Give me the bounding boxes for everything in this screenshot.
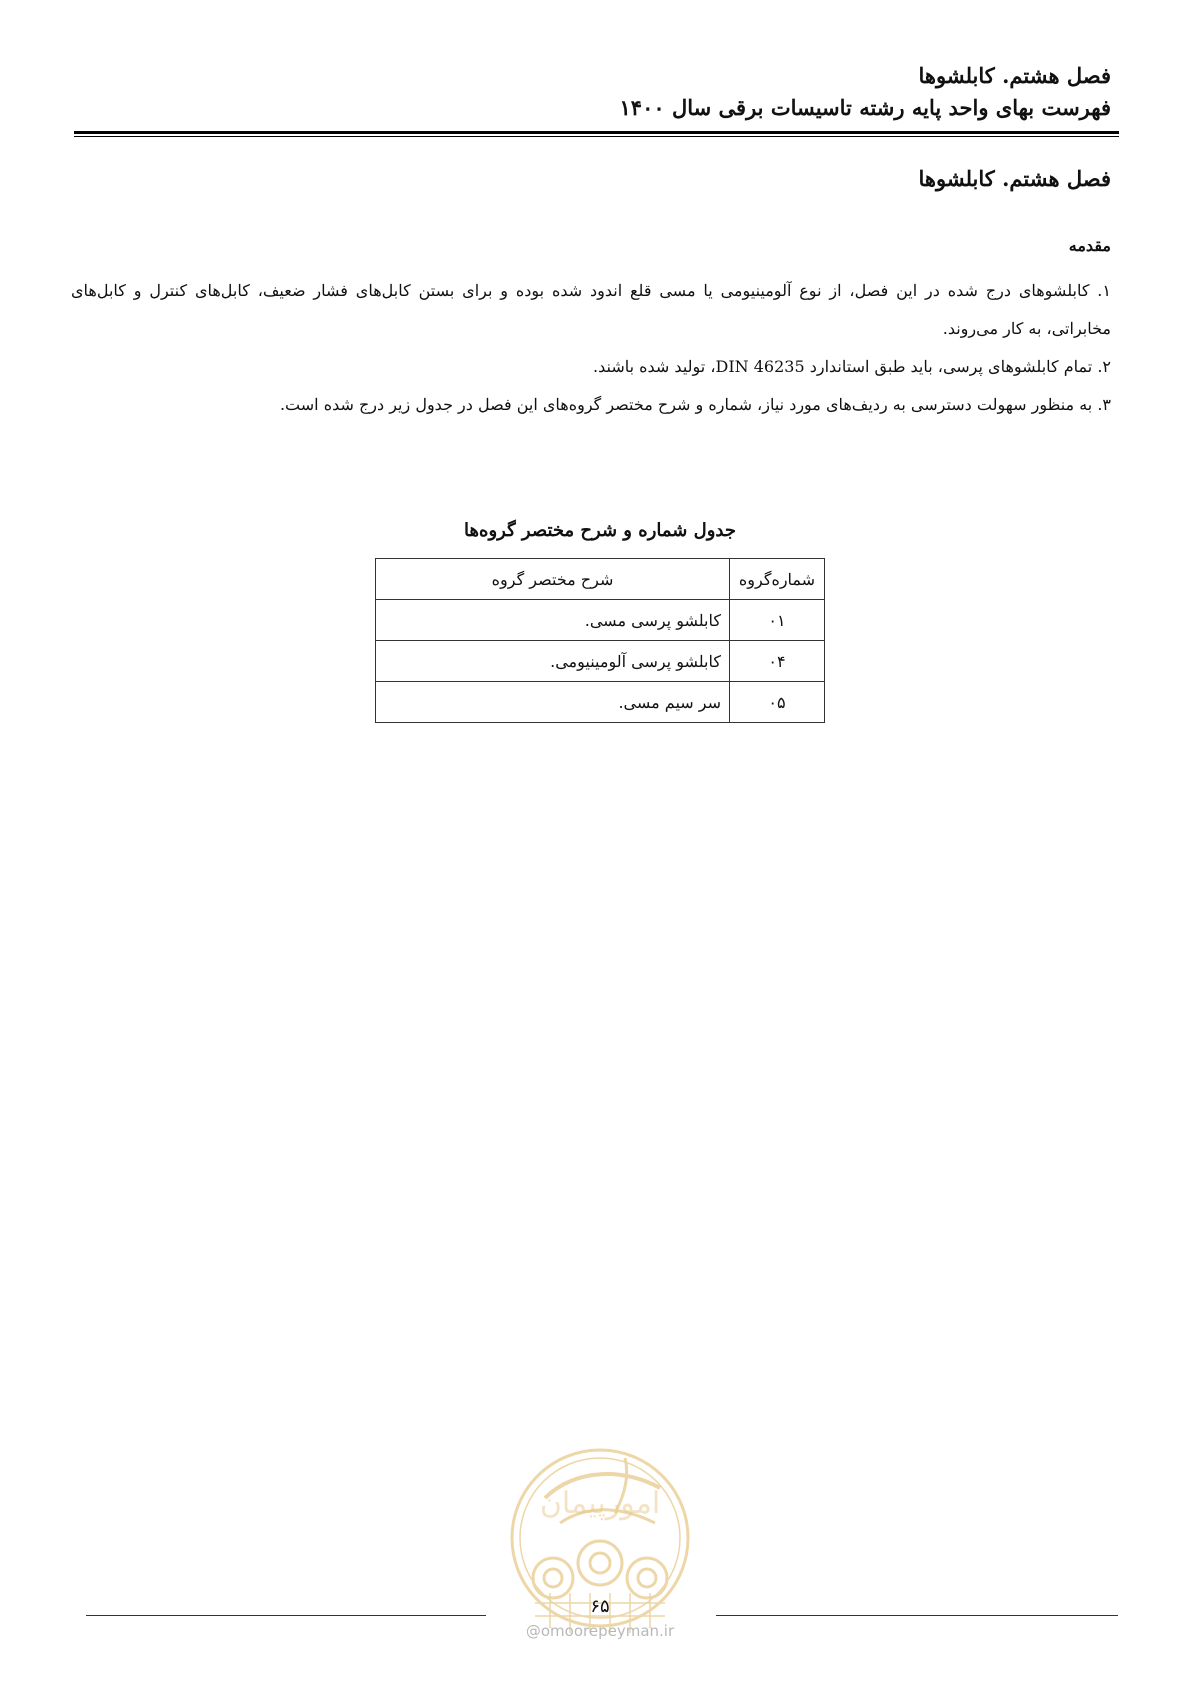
page-number: ۶۵	[590, 1596, 610, 1617]
intro-list	[71, 272, 1111, 424]
header-chapter-title: فصل هشتم. کابلشوها	[918, 63, 1111, 88]
column-header-number: شماره‌گروه	[730, 559, 825, 600]
footer-site-link[interactable]: @omoorepeyman.ir	[525, 1622, 675, 1640]
running-header	[71, 60, 1111, 124]
table-header-row	[376, 559, 825, 600]
group-table	[375, 558, 825, 723]
footer-rule-right	[716, 1615, 1118, 1616]
intro-item: ۱. کابلشوهای درج شده در این فصل، از نوع آلومینیومی یا مسی قلع اندود شده بوده و برای بستن کابل‌های فشار ضعیف، کابل‌های کنترل و کابل‌های مخابراتی، به کار می‌روند.	[71, 281, 1111, 338]
table-row	[376, 641, 825, 682]
table-row	[376, 682, 825, 723]
header-rule-thin	[74, 136, 1119, 137]
group-description: کابلشو پرسی مسی.	[376, 600, 730, 641]
table-caption: جدول شماره و شرح مختصر گروه‌ها	[464, 520, 736, 541]
group-description: سر سیم مسی.	[376, 682, 730, 723]
group-description: کابلشو پرسی آلومینیومی.	[376, 641, 730, 682]
intro-item: ۲. تمام کابلشوهای پرسی، باید طبق استاندارد DIN 46235، تولید شده باشند.	[593, 357, 1111, 376]
group-number: ۰۵	[730, 682, 825, 723]
watermark-logo-text: امورپیمان	[539, 1486, 661, 1521]
header-rule	[74, 131, 1119, 134]
header-publication-title: فهرست بهای واحد پایه رشته تاسیسات برقی سال ۱۴۰۰	[619, 95, 1111, 120]
column-header-description: شرح مختصر گروه	[376, 559, 730, 600]
intro-heading: مقدمه	[1068, 236, 1111, 255]
chapter-title: فصل هشتم. کابلشوها	[918, 166, 1111, 191]
footer-rule-left	[86, 1615, 486, 1616]
group-number: ۰۱	[730, 600, 825, 641]
group-number: ۰۴	[730, 641, 825, 682]
table-row	[376, 600, 825, 641]
intro-item: ۳. به منظور سهولت دسترسی به ردیف‌های مورد نیاز، شماره و شرح مختصر گروه‌های این فصل در جدول زیر درج شده است.	[279, 395, 1111, 414]
